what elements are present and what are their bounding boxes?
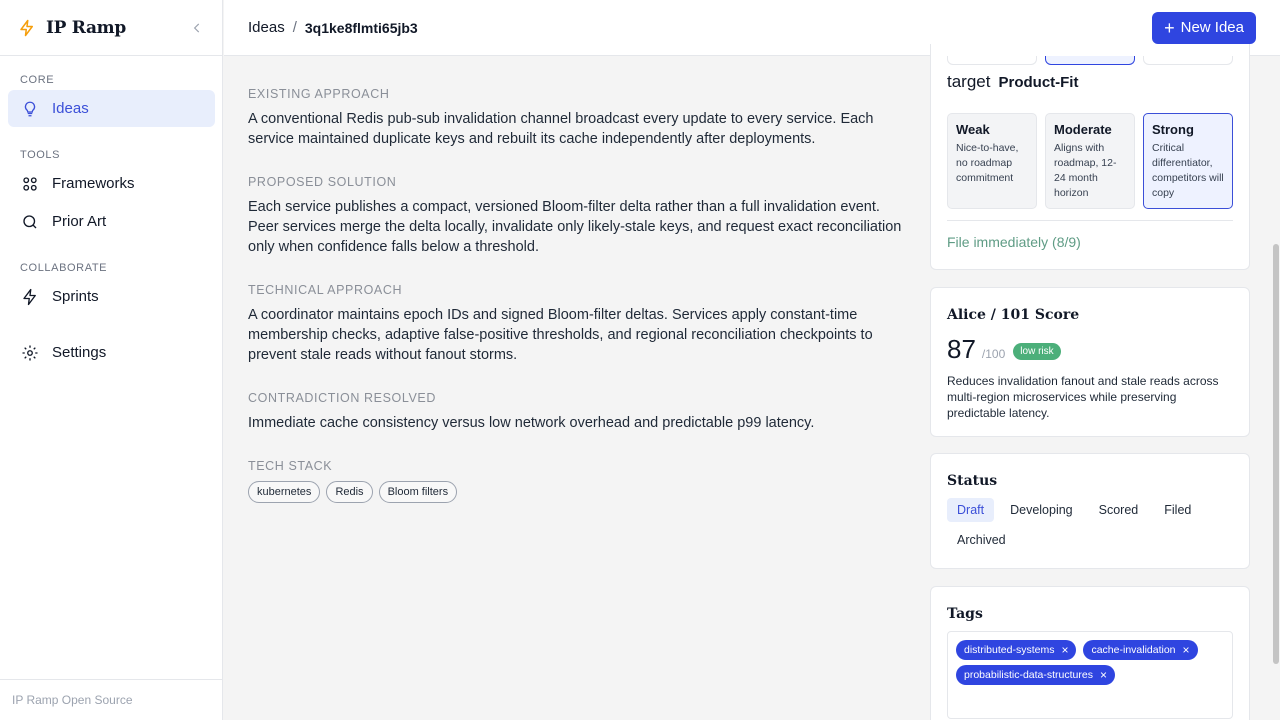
breadcrumb-ideas-link[interactable]: Ideas: [248, 19, 285, 36]
lightning-logo-icon: [18, 19, 38, 37]
status-option-filed[interactable]: Filed: [1164, 503, 1192, 517]
brand-name: IP Ramp: [46, 17, 126, 38]
technical-approach-label: TECHNICAL APPROACH: [248, 283, 403, 297]
plus-icon: +: [1164, 17, 1175, 38]
fit-option-moderate[interactable]: [1045, 113, 1135, 209]
sidebar-item-label: Sprints: [52, 288, 99, 305]
previous-option-edge: [1143, 56, 1233, 65]
fit-option-strong[interactable]: [1143, 113, 1233, 209]
lightbulb-icon: [21, 100, 39, 118]
tag-chip: [1083, 640, 1197, 660]
risk-badge: low risk: [1013, 343, 1060, 360]
fit-verdict: File immediately (8/9): [947, 234, 1081, 250]
sidebar-item-frameworks[interactable]: [8, 165, 215, 202]
target-keyword: target: [947, 72, 991, 91]
tech-stack-label: TECH STACK: [248, 459, 333, 473]
fit-option-title: Weak: [956, 122, 990, 137]
fit-option-title: Moderate: [1054, 122, 1112, 137]
sidebar-item-label: Ideas: [52, 100, 89, 117]
fit-option-desc: Critical differentiator, competitors will copy: [1152, 142, 1224, 199]
proposed-solution-text: Each service publishes a compact, versioned Bloom-filter delta rather than a full invalidation event. Peer services merge the delta locally, invalidate only likely-stale keys, and request exact reconciliation only when confidence falls below a threshold.: [248, 199, 902, 255]
scrollbar-thumb[interactable]: [1273, 244, 1279, 664]
product-fit-card: [930, 44, 1250, 270]
breadcrumb-separator: /: [292, 19, 297, 36]
score-row: [947, 334, 1061, 365]
tags-title: Tags: [947, 606, 983, 622]
page-scrollbar[interactable]: [1272, 56, 1280, 720]
sidebar: [0, 0, 223, 720]
tag-label: probabilistic-data-structures: [964, 669, 1093, 681]
fit-option-desc: Aligns with roadmap, 12-24 month horizon: [1054, 142, 1117, 199]
tech-chip: Bloom filters: [379, 481, 458, 503]
score-card: [930, 287, 1250, 437]
status-option-draft[interactable]: Draft: [947, 498, 994, 522]
fit-option-weak[interactable]: [947, 113, 1037, 209]
status-options: [947, 498, 1227, 558]
grid-icon: [21, 175, 39, 193]
fit-target-row: [947, 72, 1078, 92]
sidebar-item-prior-art[interactable]: [8, 203, 215, 240]
status-option-archived[interactable]: Archived: [957, 533, 1006, 547]
status-option-developing[interactable]: Developing: [1010, 503, 1073, 517]
sidebar-item-settings[interactable]: [8, 334, 215, 371]
tag-chip: [956, 640, 1076, 660]
section-label-collaborate: COLLABORATE: [20, 262, 108, 274]
breadcrumb-idea-id: 3q1ke8flmti65jb3: [304, 19, 418, 36]
fit-option-title: Strong: [1152, 122, 1194, 137]
contradiction-resolved-text: Immediate cache consistency versus low network overhead and predictable p99 latency.: [248, 415, 815, 431]
remove-tag-icon[interactable]: ×: [1061, 643, 1069, 657]
tags-card: [930, 586, 1250, 720]
fit-option-desc: Nice-to-have, no roadmap commitment: [956, 142, 1019, 184]
tags-input[interactable]: [947, 631, 1233, 719]
sidebar-item-label: Settings: [52, 344, 107, 361]
brand-bar: [0, 0, 222, 56]
collapse-sidebar-icon[interactable]: [190, 21, 204, 35]
section-label-core: CORE: [20, 74, 55, 86]
sidebar-item-label: Prior Art: [52, 213, 107, 230]
tech-chip: Redis: [326, 481, 372, 503]
tag-label: distributed-systems: [964, 644, 1055, 656]
tech-stack-list: [248, 481, 457, 503]
previous-option-edge: [947, 56, 1037, 65]
score-value: 87: [947, 334, 976, 364]
search-icon: [21, 213, 39, 231]
remove-tag-icon[interactable]: ×: [1099, 668, 1107, 682]
score-description: Reduces invalidation fanout and stale reads across multi-region microservices while preserving predictable latency.: [947, 374, 1219, 420]
tech-chip: kubernetes: [248, 481, 320, 503]
remove-tag-icon[interactable]: ×: [1182, 643, 1190, 657]
sidebar-footer: IP Ramp Open Source: [0, 679, 222, 720]
new-idea-label: New Idea: [1180, 19, 1244, 36]
sidebar-item-sprints[interactable]: [8, 278, 215, 315]
score-max: /100: [981, 347, 1006, 361]
proposed-solution-label: PROPOSED SOLUTION: [248, 175, 397, 189]
technical-approach-text: A coordinator maintains epoch IDs and signed Bloom-filter deltas. Services apply constant-time membership checks, adaptive false-positive thresholds, and regional reconciliation checkpoints to prevent stale reads without fanout storms.: [248, 307, 873, 363]
sidebar-item-label: Frameworks: [52, 175, 135, 192]
new-idea-button[interactable]: [1152, 12, 1256, 44]
tag-label: cache-invalidation: [1091, 644, 1176, 656]
existing-approach-label: EXISTING APPROACH: [248, 87, 390, 101]
divider: [947, 220, 1233, 221]
sidebar-item-ideas[interactable]: [8, 90, 215, 127]
tag-chip: [956, 665, 1115, 685]
status-card: [930, 453, 1250, 569]
previous-option-edge-selected: [1045, 56, 1135, 65]
status-option-scored[interactable]: Scored: [1098, 503, 1139, 517]
existing-approach-text: A conventional Redis pub-sub invalidation channel broadcast every update to every service. Each service maintained duplicate keys and rebuilt its cache independently after deployments.: [248, 111, 874, 147]
gear-icon: [21, 344, 39, 362]
score-title: Alice / 101 Score: [947, 307, 1080, 323]
status-title: Status: [947, 473, 998, 489]
section-label-tools: TOOLS: [20, 149, 61, 161]
lightning-icon: [21, 288, 39, 306]
contradiction-resolved-label: CONTRADICTION RESOLVED: [248, 391, 436, 405]
target-value: Product-Fit: [998, 74, 1079, 91]
